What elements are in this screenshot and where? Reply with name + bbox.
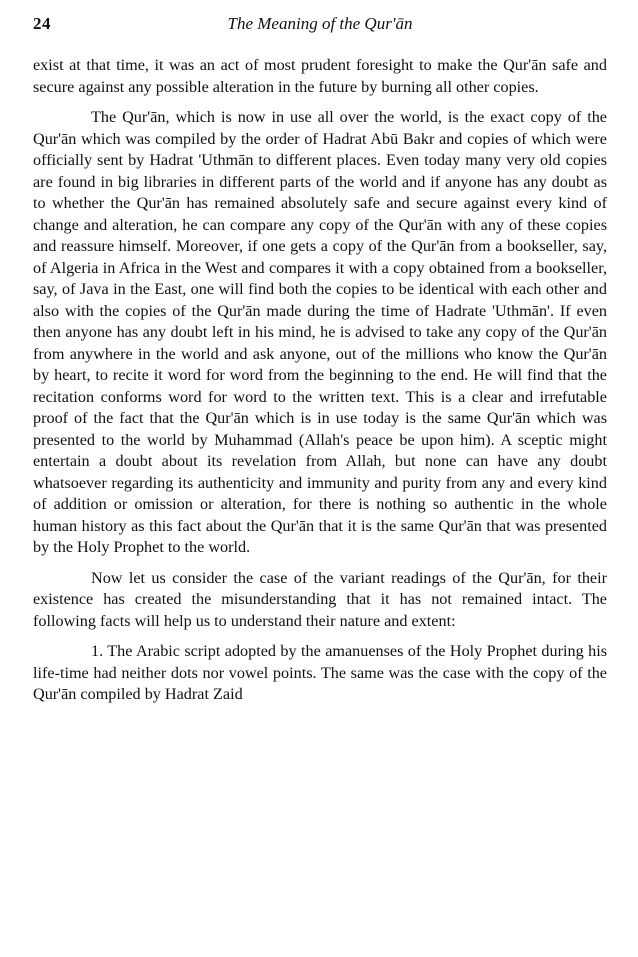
- paragraph-quran-exact-copy: The Qur'ān, which is now in use all over the world, is the exact copy of the Qur'ān which was compiled by the order of Hadrat Abū Bakr and copies of which were officially sent by Hadrat 'Uthmān to different places. Even today many very old copies are found in big libraries in different parts of the world and if anyone has any doubt as to whether the Qur'ān has remained absolutely safe and secure against every kind of change and alteration, he can compare any copy of the Qur'ān with any of these copies and reassure himself. Moreover, if one gets a copy of the Qur'ān from a bookseller, say, of Algeria in Africa in the West and compares it with a copy obtained from a bookseller, say, of Java in the East, one will find both the copies to be identical with each other and also with the copies of the Qur'ān made during the time of Hadrate 'Uthmān'. If even then anyone has any doubt left in his mind, he is advised to take any copy of the Qur'ān from anywhere in the world and ask anyone, out of the millions who know the Qur'ān by heart, to recite it word for word from the beginning to the end. He will find that the recitation conforms word for word to the written text. This is a clear and irrefutable proof of the fact that the Qur'ān which is in use today is the same Qur'ān which was presented to the world by Muhammad (Allah's peace be upon him). A sceptic might entertain a doubt about its revelation from Allah, but none can have any doubt whatsoever regarding its authenticity and immunity and purity from any and every kind of addition or omission or alteration, for there is nothing so authentic in the whole human history as this fact about the Qur'ān that it is the same Qur'ān that was presented by the Holy Prophet to the world.: [33, 108, 607, 556]
- page-number: 24: [33, 14, 51, 33]
- page-header: [33, 14, 607, 38]
- paragraph-continuation: exist at that time, it was an act of most prudent foresight to make the Qur'ān safe and secure against any possible alteration in the future by burning all other copies.: [33, 56, 607, 96]
- paragraph-variant-readings: Now let us consider the case of the variant readings of the Qur'ān, for their existence has created the misunderstanding that it has not remained intact. The following facts will help us to understand their nature and extent:: [33, 568, 607, 630]
- running-title: The Meaning of the Qur'ān: [227, 14, 413, 33]
- page-body: [33, 55, 607, 706]
- paragraph-point-1: 1. The Arabic script adopted by the amanuenses of the Holy Prophet during his life-time had neither dots nor vowel points. The same was the case with the copy of the Qur'ān compiled by Hadrat Zaid: [33, 642, 607, 703]
